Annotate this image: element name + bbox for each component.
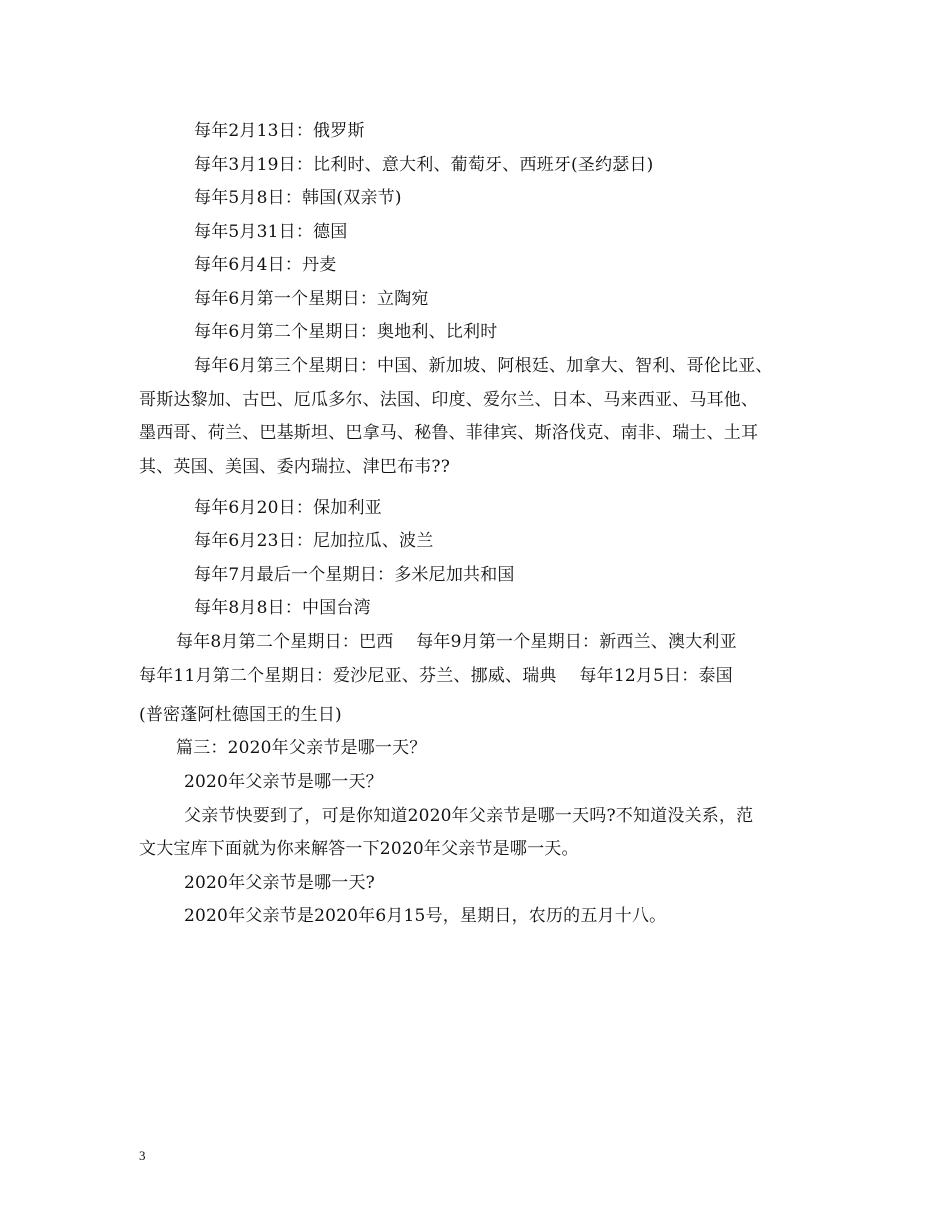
text-line: 2020年父亲节是2020年6月15号，星期日，农历的五月十八。	[184, 906, 667, 926]
text-line: 每年6月20日：保加利亚	[194, 498, 382, 518]
text-line: 墨西哥、荷兰、巴基斯坦、巴拿马、秘鲁、菲律宾、斯洛伐克、南非、瑞士、土耳	[139, 423, 759, 443]
text-line: 每年5月8日：韩国(双亲节)	[194, 188, 402, 208]
text-line: 其、英国、美国、委内瑞拉、津巴布韦??	[139, 457, 451, 477]
text-line: 每年11月第二个星期日：爱沙尼亚、芬兰、挪威、瑞典 每年12月5日：泰国	[139, 666, 733, 686]
text-line: 每年3月19日：比利时、意大利、葡萄牙、西班牙(圣约瑟日)	[194, 155, 654, 175]
text-line: 每年5月31日：德国	[194, 222, 348, 242]
text-line: 每年7月最后一个星期日：多米尼加共和国	[194, 565, 515, 585]
text-line: 每年8月8日：中国台湾	[194, 598, 371, 618]
text-line: 父亲节快要到了，可是你知道2020年父亲节是哪一天吗?不知道没关系，范	[184, 806, 754, 826]
text-line: 每年6月23日：尼加拉瓜、波兰	[194, 531, 434, 551]
text-line: 每年8月第二个星期日：巴西 每年9月第一个星期日：新西兰、澳大利亚	[176, 632, 737, 652]
text-line: 每年2月13日：俄罗斯	[194, 121, 365, 141]
text-line: 2020年父亲节是哪一天？	[184, 772, 383, 792]
text-line: 2020年父亲节是哪一天?	[184, 873, 375, 893]
page-number: 3	[139, 1148, 146, 1163]
text-line: 哥斯达黎加、古巴、厄瓜多尔、法国、印度、爱尔兰、日本、马来西亚、马耳他、	[139, 390, 759, 410]
text-line: 每年6月第一个星期日：立陶宛	[194, 289, 429, 309]
text-line: 每年6月4日：丹麦	[194, 255, 337, 275]
text-line: 每年6月第三个星期日：中国、新加坡、阿根廷、加拿大、智利、哥伦比亚、	[194, 356, 773, 376]
text-line: 每年6月第二个星期日：奥地利、比利时	[194, 322, 498, 342]
section-heading: 篇三：2020年父亲节是哪一天？	[176, 738, 427, 758]
text-line: (普密蓬阿杜德国王的生日)	[139, 705, 342, 725]
text-line: 文大宝库下面就为你来解答一下2020年父亲节是哪一天。	[139, 839, 579, 859]
